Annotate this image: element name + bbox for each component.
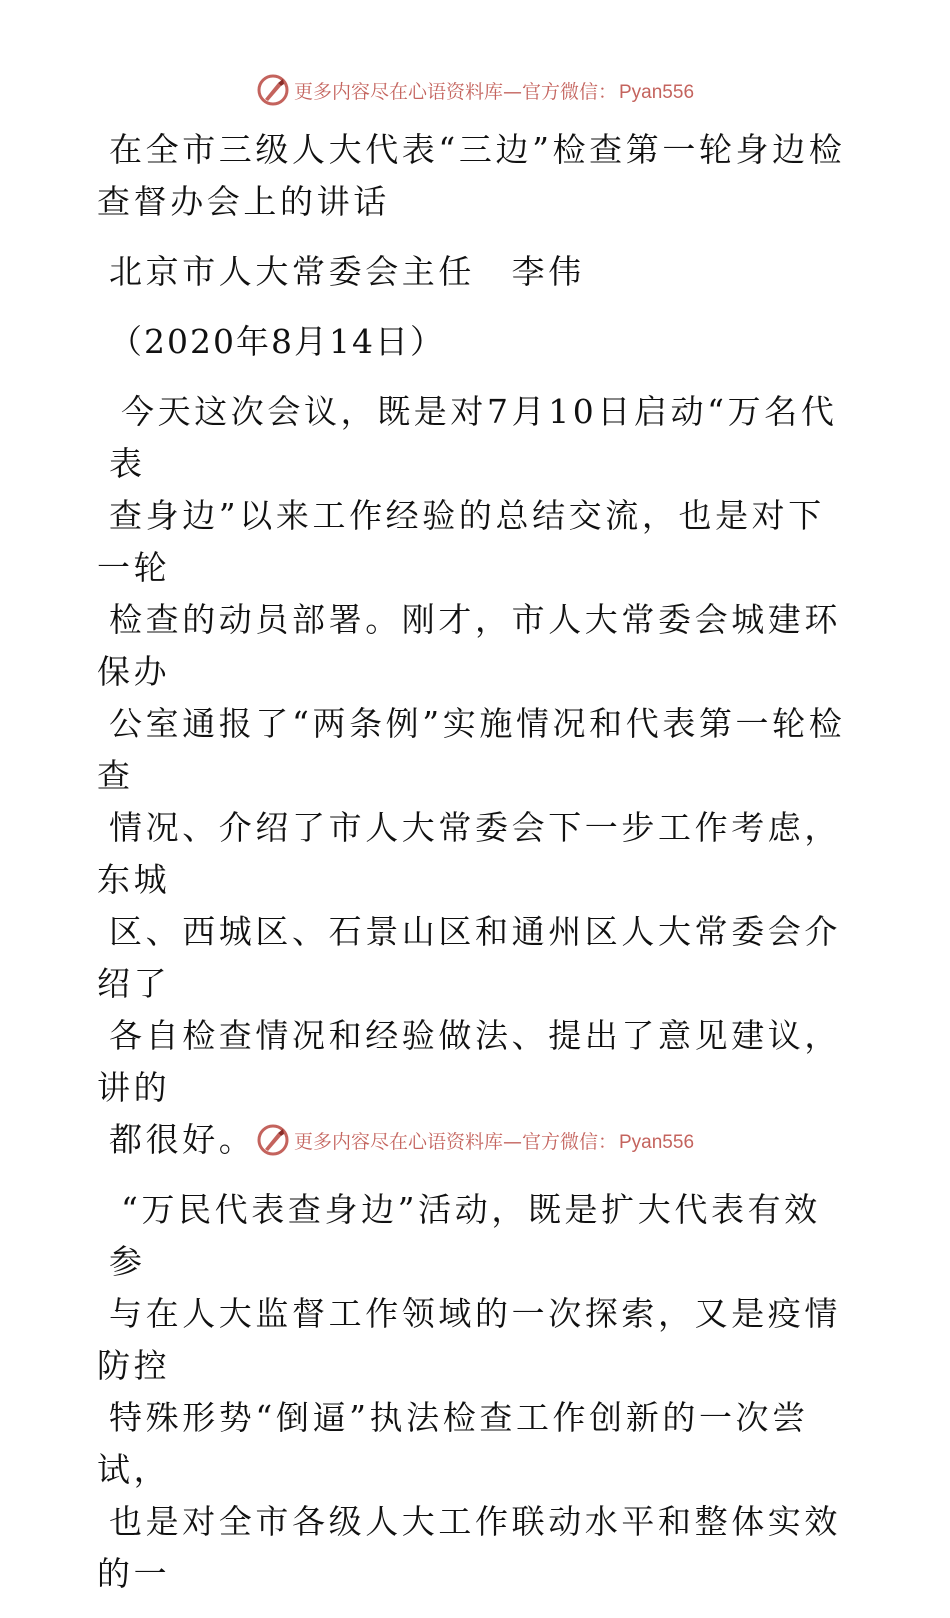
watermark-label: 更多内容尽在心语资料库—官方微信： [293, 1130, 617, 1153]
watermark-wechat-id: Pyan556 [619, 81, 695, 103]
title-line: 查督办会上的讲话 [97, 182, 390, 221]
watermark-text [294, 1127, 694, 1154]
paragraph-line: 查身边”以来工作经验的总结交流，也是对下一轮 [97, 496, 825, 587]
paragraph-line: “万民代表查身边”活动，既是扩大代表有效参 [109, 1190, 821, 1281]
paragraph-line: 今天这次会议，既是对7月10日启动“万名代表 [109, 392, 838, 483]
document-date: （2020年8月14日） [109, 322, 445, 361]
paragraph-line: 检查的动员部署。刚才，市人大常委会城建环保办 [97, 600, 841, 691]
paragraph-line: 情况、介绍了市人大常委会下一步工作考虑，东城 [97, 808, 841, 899]
quill-pen-logo-icon [256, 1123, 290, 1157]
watermark-label: 更多内容尽在心语资料库—官方微信： [293, 80, 617, 103]
paragraph-2 [97, 1184, 857, 1600]
paragraph-line: 区、西城区、石景山区和通州区人大常委会介绍了 [97, 912, 841, 1003]
document-title [97, 124, 857, 176]
paragraph-line: 与在人大监督工作领域的一次探索，又是疫情防控 [97, 1294, 841, 1385]
document-author: 北京市人大常委会主任 李伟 [109, 252, 585, 291]
footer-watermark [0, 1120, 950, 1160]
document-body [97, 124, 857, 1618]
header-watermark [0, 70, 950, 110]
paragraph-line: 也是对全市各级人大工作联动水平和整体实效的一 [97, 1502, 841, 1593]
paragraph-line: 都很好。 [109, 1120, 256, 1159]
paragraph-line: 特殊形势“倒逼”执法检查工作创新的一次尝试， [97, 1398, 809, 1489]
paragraph-1 [97, 386, 857, 1166]
quill-pen-logo-icon [256, 73, 290, 107]
paragraph-line: 公室通报了“两条例”实施情况和代表第一轮检查 [97, 704, 846, 795]
document-title-continued [97, 176, 857, 228]
paragraph-line: 各自检查情况和经验做法、提出了意见建议，讲的 [97, 1016, 841, 1107]
title-line: 在全市三级人大代表“三边”检查第一轮身边检 [109, 130, 846, 169]
watermark-wechat-id: Pyan556 [619, 1131, 695, 1153]
watermark-text [294, 77, 694, 104]
